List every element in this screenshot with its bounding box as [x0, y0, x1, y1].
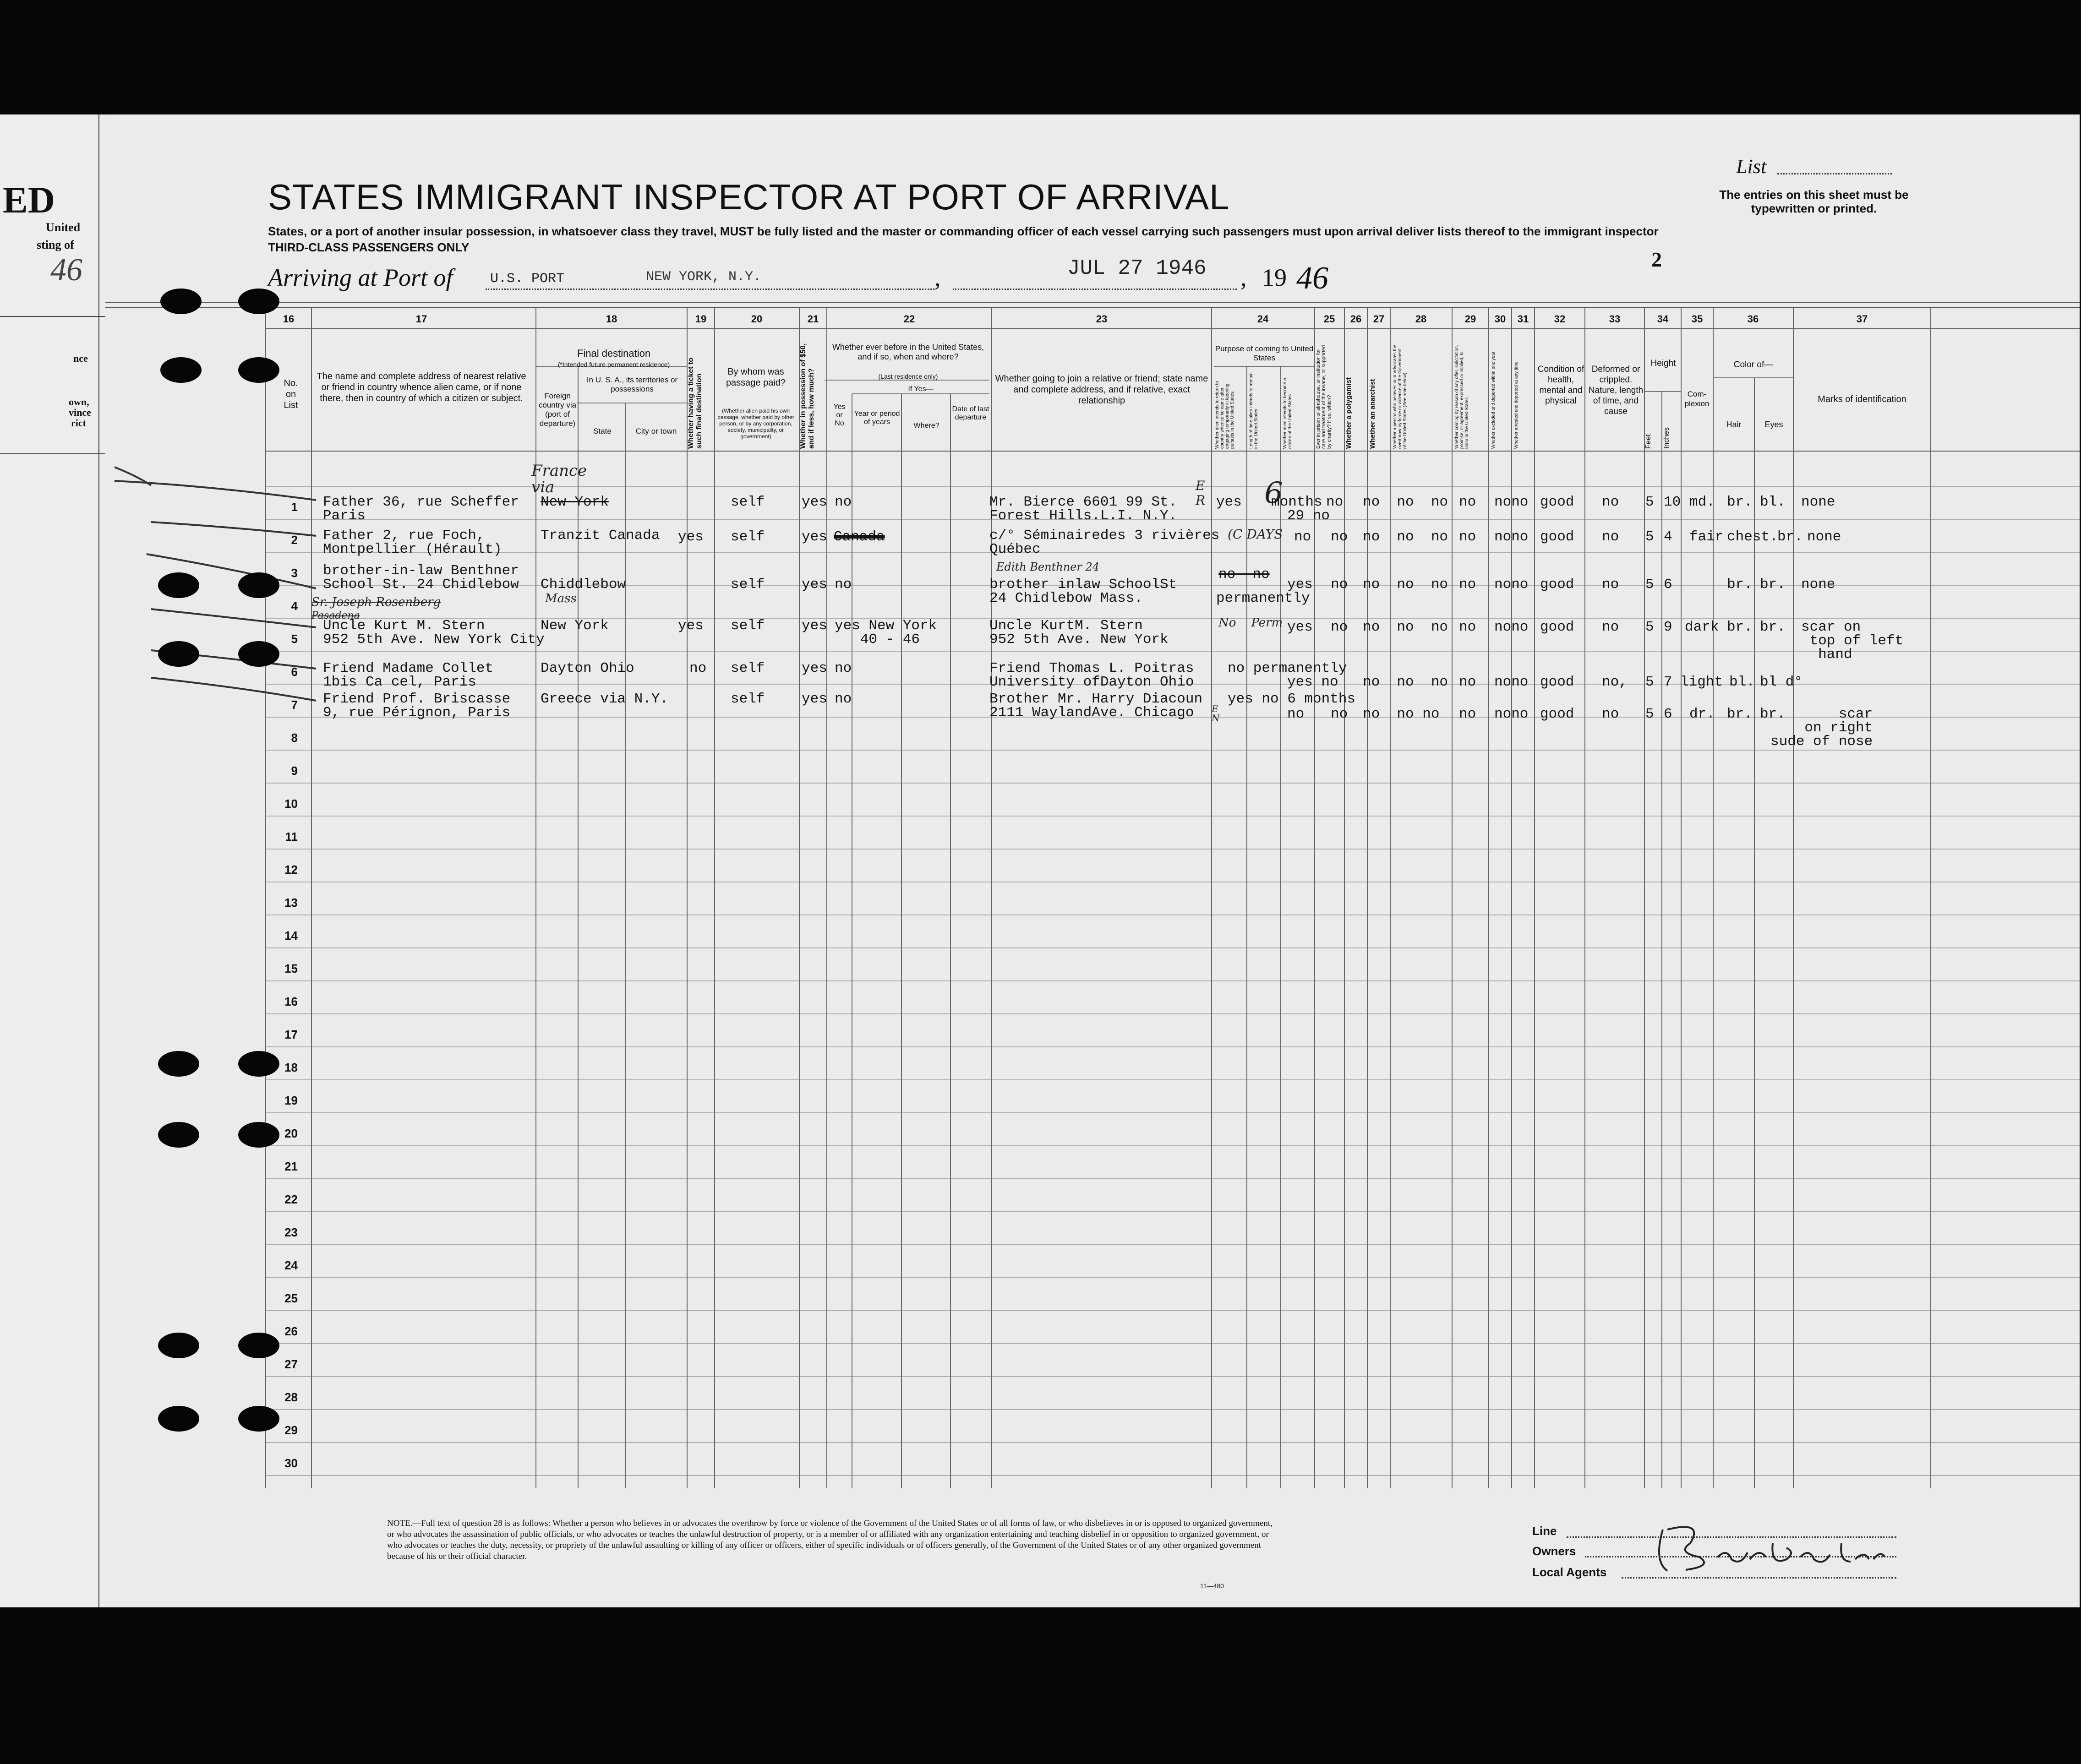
- row-number: 16: [284, 995, 298, 1008]
- r5-health: good: [1540, 619, 1574, 635]
- r1-citizen: 29 no: [1287, 508, 1330, 524]
- page-number: 2: [1651, 248, 1662, 271]
- row-number: 29: [284, 1423, 298, 1437]
- r6-destination: Dayton Ohio: [541, 660, 634, 676]
- header-c37: Marks of identification: [1818, 394, 1906, 404]
- r6-passage-paid: self: [731, 660, 765, 676]
- punch-hole: [160, 357, 202, 383]
- r5-purpose-note: No Perm: [1218, 616, 1283, 630]
- r7-purpose-note: E N: [1212, 703, 1220, 724]
- r3-prison: no: [1331, 577, 1348, 593]
- row-number: 18: [284, 1061, 298, 1074]
- punch-hole: [158, 641, 199, 667]
- row-number: 27: [284, 1357, 298, 1371]
- header-c18-foreign: Foreign country via (port of departure): [538, 392, 577, 428]
- r3-questions-26-28: no no no: [1363, 577, 1448, 593]
- header-c29: Whether coming by reason of any offer, solicitation, promise, or agreement, expressed or implied, to labor in the United States: [1454, 345, 1469, 449]
- r1-destination: New York: [541, 494, 609, 510]
- column-number: 37: [1856, 313, 1868, 325]
- header-c21: Whether in possession of $50, and if less, how much?: [799, 343, 815, 449]
- header-c22-date: Date of last departure: [952, 405, 989, 421]
- column-number: 32: [1554, 313, 1566, 325]
- r5-joining: Uncle KurtM. Stern 952 5th Ave. New York: [989, 618, 1169, 648]
- row-number: 5: [291, 632, 298, 646]
- r3-passage-paid: self: [731, 577, 765, 593]
- r6-possession-50: yes: [802, 660, 827, 676]
- r3-deported: nono: [1494, 577, 1529, 593]
- r2-height-inches: 4: [1664, 529, 1672, 545]
- column-number: 35: [1691, 313, 1703, 325]
- fragment-vince: vince: [69, 407, 91, 418]
- r3-purpose: no no: [1218, 566, 1270, 583]
- column-number: 19: [695, 313, 707, 325]
- punch-hole: [158, 1406, 199, 1432]
- r5-relative-address: Uncle Kurt M. Stern 952 5th Ave. New York City: [323, 618, 545, 648]
- fragment-nce: nce: [73, 353, 88, 364]
- r2-eyes: br.: [1777, 529, 1803, 545]
- row-number: 10: [284, 797, 298, 811]
- r6-complexion: light: [1680, 674, 1723, 690]
- header-c22-year: Year or period of years: [854, 410, 900, 426]
- r3-before-in-us: no: [835, 577, 852, 593]
- row-number: 25: [284, 1291, 298, 1305]
- punch-hole: [158, 1122, 199, 1148]
- r1-passage-paid: self: [731, 494, 765, 510]
- header-c28: Whether a person who believes in or advocates the overthrow by force or violence of the Government of the United States (See note below): [1393, 344, 1408, 449]
- r2-hair: chest.: [1727, 529, 1778, 545]
- header-c23: Whether going to join a relative or friend; state name and complete address, and if relative, exact relationship: [995, 374, 1208, 406]
- row-number: 9: [291, 764, 298, 778]
- column-number: 22: [903, 313, 915, 325]
- fragment-rict: rict: [71, 417, 86, 429]
- r2-deformed: no: [1602, 529, 1619, 545]
- r1-joining: Mr. Bierce 6601 99 St. Forest Hills.L.I. N.Y.: [989, 494, 1177, 524]
- header-c18-city: City or town: [635, 427, 677, 436]
- r2-joining: c/° Séminairedes 3 rivières Québec: [989, 528, 1220, 557]
- r7-destination: Greece via N.Y.: [541, 691, 669, 707]
- r6-hair: bl.: [1729, 674, 1755, 690]
- r2-before-in-us-struck: Canada: [834, 529, 885, 545]
- row-number: 11: [285, 830, 298, 844]
- r7-purpose: yes no 6 months: [1228, 691, 1356, 707]
- header-c31: Whether arrested and deported at any time: [1514, 361, 1519, 449]
- r5-questions-26-28: no no no: [1363, 619, 1448, 635]
- r6-before-in-us: no: [835, 660, 852, 676]
- r3-length: permanently: [1216, 590, 1310, 606]
- form-number: 11—480: [1200, 1582, 1224, 1590]
- r1-deformed: no: [1602, 494, 1619, 510]
- r5-deported: nono: [1494, 619, 1529, 635]
- r2-ticket: yes: [678, 529, 704, 545]
- r6-labor-offer: no: [1459, 674, 1476, 690]
- punch-hole: [238, 357, 279, 383]
- list-label: List: [1736, 155, 1767, 178]
- punch-hole: [238, 1051, 279, 1077]
- r5-passage-paid: self: [731, 618, 765, 634]
- header-c22-where: Where?: [913, 422, 939, 430]
- arrival-port: U.S. PORT: [490, 271, 565, 287]
- r5-labor-offer: no: [1459, 619, 1476, 635]
- r3-height-inches: 6: [1664, 577, 1672, 593]
- punch-hole: [158, 572, 199, 598]
- header-c36-hair: Hair: [1726, 420, 1742, 429]
- row-number: 2: [291, 533, 298, 547]
- punch-hole: [238, 572, 279, 598]
- header-c33: Deformed or crippled. Nature, length of time, and cause: [1588, 365, 1644, 416]
- header-c26: Whether a polygamist: [1345, 377, 1353, 449]
- r2-relative-address: Father 2, rue Foch, Montpellier (Hérault): [323, 528, 502, 557]
- r5-prison: no: [1331, 619, 1348, 635]
- row-number: 7: [291, 698, 298, 712]
- r6-health: good: [1540, 674, 1574, 690]
- r3-destination: Chiddlebow: [541, 577, 626, 593]
- header-c34: Height: [1650, 359, 1676, 368]
- r1-before-in-us: no: [835, 494, 852, 510]
- r6-deformed: no,: [1602, 674, 1628, 690]
- r2-health: good: [1540, 529, 1574, 545]
- r6-ticket: no: [689, 660, 707, 676]
- r5-hair: br.: [1727, 619, 1753, 635]
- r7-health: good: [1540, 706, 1574, 722]
- header-c36-eyes: Eyes: [1764, 420, 1783, 429]
- header-c32: Condition of health, mental and physical: [1537, 365, 1584, 406]
- row-number: 24: [284, 1258, 298, 1272]
- r1-hair: br.: [1727, 494, 1753, 510]
- r5-handwritten: Pasadena: [311, 610, 360, 621]
- r7-height-inches: 6: [1664, 706, 1672, 722]
- row-number: 3: [291, 566, 298, 580]
- r7-prison: no: [1331, 706, 1348, 722]
- r1-marks: none: [1801, 494, 1835, 510]
- r3-marks: none: [1801, 577, 1835, 593]
- r3-health: good: [1540, 577, 1574, 593]
- r7-before-in-us: no: [835, 691, 852, 707]
- r7-citizen: no: [1287, 706, 1305, 722]
- row-number: 1: [291, 500, 298, 514]
- punch-hole: [158, 1333, 199, 1358]
- column-number: 21: [807, 313, 819, 325]
- r5-height-feet: 5: [1645, 619, 1654, 635]
- row-number: 14: [284, 929, 298, 942]
- punch-hole: [238, 1406, 279, 1432]
- row-number: 23: [284, 1225, 298, 1239]
- punch-hole: [238, 1333, 279, 1358]
- header-c22: Whether ever before in the United States, and if so, when and where?: [832, 343, 984, 361]
- r7-deformed: no: [1602, 706, 1619, 722]
- header-c24b: Length of time alien intends to remain in the United States: [1249, 372, 1259, 449]
- r2-purpose-note: (C DAYS: [1228, 527, 1283, 542]
- row-number: 22: [284, 1192, 298, 1206]
- r1-deported: nono: [1494, 494, 1529, 510]
- header-c36: Color of—: [1733, 360, 1773, 370]
- header-c19: Whether having a ticket to such final destination: [687, 357, 703, 449]
- header-c18-state: State: [593, 427, 612, 436]
- r1-height-inches: 10: [1664, 494, 1681, 510]
- r5-before-in-us: yes New York 40 - 46: [835, 618, 937, 648]
- r6-citizen: yes no: [1287, 674, 1338, 690]
- r1-possession-50: yes: [802, 494, 827, 510]
- row-number: 21: [284, 1160, 298, 1173]
- r1-relative-address: Father 36, rue Scheffer Paris: [323, 494, 519, 524]
- r3-possession-50: yes: [802, 577, 827, 593]
- r4-handwritten: Sr. Joseph Rosenberg: [311, 595, 441, 609]
- row-number: 8: [291, 731, 298, 745]
- r7-deported: nono: [1494, 706, 1529, 722]
- punch-hole: [160, 289, 202, 314]
- r2-passage-paid: self: [731, 529, 765, 545]
- r1-destination-note: France via: [531, 462, 587, 496]
- header-c34-inches: Inches: [1663, 427, 1671, 449]
- r3-deformed: no: [1602, 577, 1619, 593]
- r3-labor-offer: no: [1459, 577, 1476, 593]
- column-number: 24: [1257, 313, 1269, 325]
- r7-joining: Brother Mr. Harry Diacoun 2111 WaylandAve. Chicago: [989, 691, 1203, 721]
- r7-relative-address: Friend Prof. Briscasse 9, rue Pérignon, Paris: [323, 691, 511, 721]
- r6-purpose: no permanently: [1228, 660, 1347, 676]
- row-number: 17: [284, 1028, 298, 1041]
- row-number: 6: [291, 665, 298, 679]
- r3-height-feet: 5: [1645, 577, 1654, 593]
- r1-purpose: yes: [1216, 494, 1242, 510]
- column-number: 33: [1609, 313, 1621, 325]
- question-28-note: NOTE.—Full text of question 28 is as follows: Whether a person who believes in or advocates the overthrow by force or violence of the Government of the United States or of all forms of law, or who disbelieves in or is opposed to organized government, or who advocates the assassination of public officials, or who advocates or teaches the unlawful destruction of property, or is a member of or affiliated with any organization entertaining and teaching disbelief in or opposition to organized government, or who advocates or teaches the duty, necessity, or propriety of the unlawful assaulting or killing of any officer or officers, either of specific individuals or of officers generally, of the Government of the United States or of any other organized government because of his or their official character.: [387, 1519, 1273, 1561]
- third-class-label: THIRD-CLASS PASSENGERS ONLY: [268, 240, 470, 254]
- header-c22-yesno: Yes or No: [833, 403, 846, 427]
- r1-purpose-note: 6: [1264, 476, 1283, 510]
- r1-prison: no: [1326, 494, 1344, 510]
- header-c34-feet: Feet: [1644, 434, 1652, 449]
- r2-destination: Tranzit Canada: [541, 528, 660, 544]
- column-number: 20: [751, 313, 763, 325]
- header-c27: Whether an anarchist: [1369, 379, 1376, 449]
- r7-complexion: dr.: [1689, 706, 1715, 722]
- r7-eyes: br.: [1760, 706, 1786, 722]
- r6-height-inches: 7: [1664, 674, 1672, 690]
- entries-note: The entries on this sheet must be typewritten or printed.: [1719, 188, 1909, 215]
- r2-questions-26-28: no no no: [1363, 529, 1448, 545]
- row-number: 28: [284, 1390, 298, 1404]
- r3-citizen: yes: [1287, 577, 1313, 593]
- fragment-united: United: [46, 221, 81, 234]
- r3-destination-note: Mass: [545, 592, 577, 605]
- agents-label: Local Agents: [1532, 1565, 1607, 1579]
- column-number: 28: [1415, 313, 1427, 325]
- r1-complexion: md.: [1689, 494, 1715, 510]
- r6-joining: Friend Thomas L. Poitras University ofDayton Ohio: [989, 660, 1194, 690]
- r7-labor-offer: no: [1459, 706, 1476, 722]
- year-suffix: 46: [1296, 261, 1328, 296]
- form-subtitle: States, or a port of another insular possession, in whatsoever class they travel, MUST be fully listed and the master or commanding officer of each vessel carrying such passengers must upon arrival deliver lists thereof to the immigrant inspector: [268, 224, 1659, 238]
- r7-possession-50: yes: [802, 691, 827, 707]
- r1-length: months: [1271, 494, 1322, 510]
- fragment-sting: sting of: [37, 238, 74, 251]
- r2-deported: nono: [1494, 529, 1529, 545]
- column-number: 27: [1373, 313, 1385, 325]
- r5-eyes: br.: [1760, 619, 1786, 635]
- r6-eyes: bl d°: [1760, 674, 1803, 690]
- punch-hole: [238, 1122, 279, 1148]
- header-c25: Ever in prison or almshouse, or institution for care and treatment of the insane, or supported by charity? If so, which?: [1316, 345, 1332, 449]
- r6-height-feet: 5: [1645, 674, 1654, 690]
- arrival-date-stamp: JUL 27 1946: [1067, 256, 1207, 280]
- row-number: 26: [284, 1324, 298, 1338]
- punch-hole: [158, 1051, 199, 1077]
- r5-height-inches: 9: [1664, 619, 1672, 635]
- punch-hole: [238, 641, 279, 667]
- row-number: 4: [291, 599, 298, 613]
- row-number: 20: [284, 1127, 298, 1140]
- fragment-ed: ED: [3, 179, 55, 221]
- row-number: 15: [284, 962, 298, 975]
- header-c20: By whom was passage paid?: [726, 367, 786, 388]
- column-number: 31: [1517, 313, 1529, 325]
- r1-joining-note: E R: [1196, 478, 1206, 508]
- r5-citizen: yes: [1287, 619, 1313, 635]
- r3-eyes: br.: [1760, 577, 1786, 593]
- header-c24c: Whether alien intends to become a citizen of the United States: [1283, 378, 1293, 449]
- r7-marks: scar on right sude of nose: [1770, 706, 1873, 750]
- r7-height-feet: 5: [1645, 706, 1654, 722]
- r6-relative-address: Friend Madame Collet 1bis Ca cel, Paris: [323, 660, 494, 690]
- r2-complexion: fair: [1689, 529, 1724, 545]
- row-number: 13: [284, 896, 298, 909]
- r2-height-feet: 5: [1645, 529, 1654, 545]
- r6-deported: nono: [1494, 674, 1529, 690]
- r3-joining: brother inlaw SchoolSt 24 Chidlebow Mass.: [989, 577, 1177, 606]
- signature: [1649, 1516, 1887, 1580]
- column-number: 29: [1464, 313, 1476, 325]
- r5-destination: New York: [541, 618, 609, 634]
- r7-hair: br.: [1727, 706, 1753, 722]
- r5-possession-50: yes: [802, 618, 827, 634]
- column-number: 26: [1350, 313, 1362, 325]
- fragment-town: own,: [69, 396, 89, 408]
- r3-joining-note: Edith Benthner 24: [996, 561, 1099, 573]
- header-c18-title: Final destination: [577, 348, 651, 359]
- header-c35: Com- plexion: [1684, 390, 1710, 408]
- row-number: 19: [284, 1094, 298, 1107]
- owners-label: Owners: [1532, 1544, 1576, 1558]
- arriving-label: Arriving at Port of: [268, 264, 453, 291]
- column-number: 23: [1096, 313, 1108, 325]
- r5-ticket: yes: [678, 618, 704, 634]
- column-number: 30: [1494, 313, 1506, 325]
- r1-height-feet: 5: [1645, 494, 1654, 510]
- r3-hair: br.: [1727, 577, 1753, 593]
- column-number: 34: [1657, 313, 1669, 325]
- r5-marks: scar on top of left hand: [1801, 619, 1904, 663]
- arrival-city: NEW YORK, N.Y.: [646, 269, 762, 285]
- year-prefix: 19: [1262, 264, 1287, 291]
- r2-marks: none: [1807, 529, 1841, 545]
- r5-complexion: dark: [1685, 619, 1719, 635]
- r3-relative-address: brother-in-law Benthner School St. 24 Chidlebow: [323, 563, 519, 593]
- header-c30: Whether excluded and deported within one year: [1491, 351, 1496, 449]
- form-title: STATES IMMIGRANT INSPECTOR AT PORT OF ARRIVAL: [268, 177, 1230, 217]
- column-number: 17: [415, 313, 427, 325]
- r2-citizen: no: [1294, 529, 1311, 545]
- r1-eyes: bl.: [1760, 494, 1786, 510]
- header-c24: Purpose of coming to United States: [1215, 344, 1314, 362]
- header-c24a: Whether alien intends to return to country whence he came after engaging temporarily in laboring pursuits in the United States: [1215, 381, 1235, 449]
- header-c22-ifyes: If Yes—: [908, 385, 934, 393]
- r2-prison: no: [1331, 529, 1348, 545]
- header-c18-usa: In U. S. A., its territories or possessions: [586, 376, 678, 393]
- r7-passage-paid: self: [731, 691, 765, 707]
- column-number: 25: [1323, 313, 1335, 325]
- header-c18-note: (*Intended future permanent residence): [557, 361, 670, 368]
- r1-labor-offer: no: [1459, 494, 1476, 510]
- punch-hole: [238, 289, 279, 314]
- column-number: 18: [606, 313, 617, 325]
- row-number: 30: [284, 1456, 298, 1470]
- r2-labor-offer: no: [1459, 529, 1476, 545]
- header-c20-note: (Whether alien paid his own passage, whether paid by other person, or by any corporation, society, municipality, or government): [717, 408, 794, 440]
- line-label: Line: [1532, 1524, 1557, 1538]
- column-number: 36: [1747, 313, 1759, 325]
- r6-questions-26-28: no no no: [1363, 674, 1448, 690]
- header-no-on-list: No. on List: [284, 378, 298, 410]
- fragment-46: 46: [50, 252, 82, 288]
- r5-deformed: no: [1602, 619, 1619, 635]
- r7-questions-26-28: no no no: [1363, 706, 1440, 722]
- header-c22-note: (Last residence only): [878, 373, 938, 380]
- row-number: 12: [284, 863, 298, 877]
- r2-possession-50: yes: [802, 529, 827, 545]
- r1-questions-26-28: no no no: [1363, 494, 1448, 510]
- column-number: 16: [283, 313, 295, 325]
- r1-health: good: [1540, 494, 1574, 510]
- header-c17: The name and complete address of nearest relative or friend in country whence alien came, or if none there, then in country of which a citizen or subject.: [317, 371, 526, 403]
